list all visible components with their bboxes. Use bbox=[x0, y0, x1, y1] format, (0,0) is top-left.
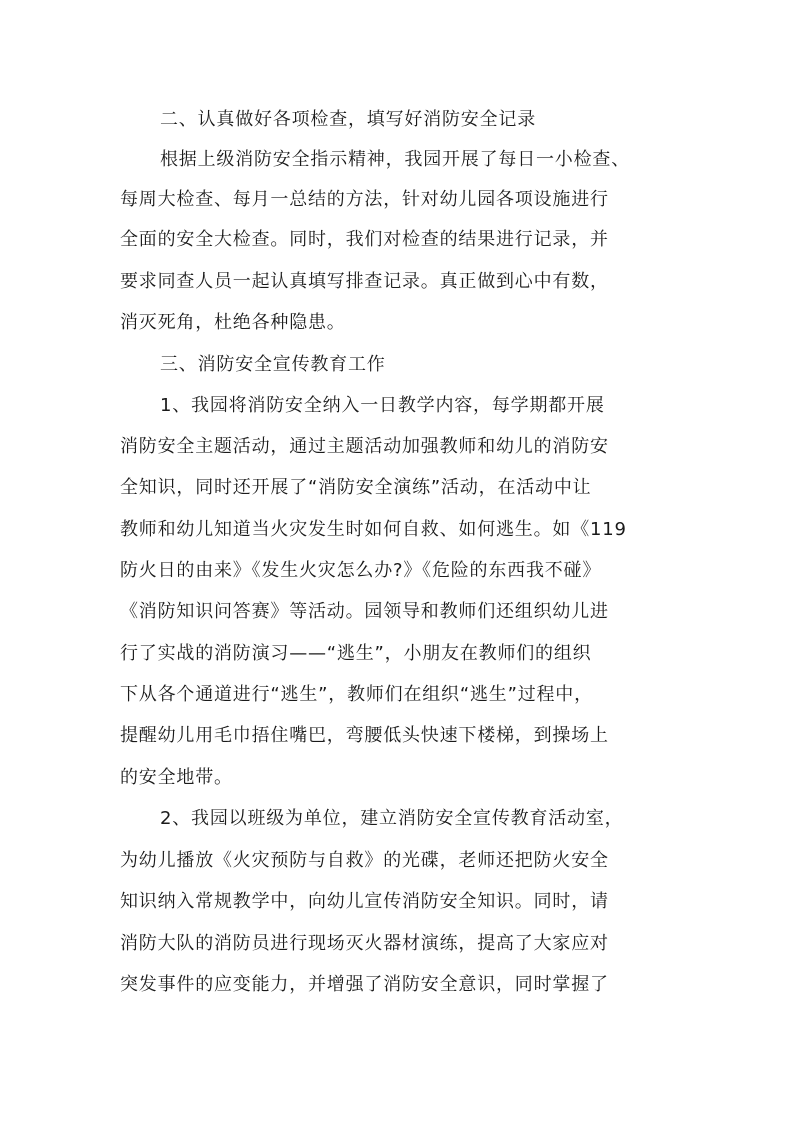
paragraph-line: 下从各个通道进行“逃生”，教师们在组织“逃生”过程中， bbox=[120, 684, 593, 705]
paragraph-line: 根据上级消防安全指示精神，我园开展了每日一小检查、 bbox=[160, 149, 630, 170]
paragraph-line: 提醒幼儿用毛巾捂住嘴巴，弯腰低头快速下楼梯，到操场上 bbox=[120, 725, 609, 746]
paragraph-line: 的安全地带。 bbox=[120, 767, 233, 788]
section-heading-2: 二、认真做好各项检查，填写好消防安全记录 bbox=[160, 109, 536, 130]
paragraph-line: 《消防知识问答赛》等活动。园领导和教师们还组织幼儿进 bbox=[120, 601, 609, 622]
paragraph-line: 知识纳入常规教学中，向幼儿宣传消防安全知识。同时，请 bbox=[120, 891, 609, 912]
paragraph-line: 2、我园以班级为单位，建立消防安全宣传教育活动室， bbox=[160, 808, 624, 829]
paragraph-line: 突发事件的应变能力，并增强了消防安全意识，同时掌握了 bbox=[120, 974, 609, 995]
paragraph-line: 每周大检查、每月一总结的方法，针对幼儿园各项设施进行 bbox=[120, 189, 609, 210]
paragraph-line: 要求同查人员一起认真填写排查记录。真正做到心中有数， bbox=[120, 271, 609, 292]
paragraph-line: 行了实战的消防演习——“逃生”，小朋友在教师们的组织 bbox=[120, 643, 592, 664]
paragraph-line: 消灭死角，杜绝各种隐患。 bbox=[120, 312, 346, 333]
paragraph-line: 消防大队的消防员进行现场灭火器材演练，提高了大家应对 bbox=[120, 933, 609, 954]
paragraph-line: 教师和幼儿知道当火灾发生时如何自救、如何逃生。如《119 bbox=[120, 519, 627, 540]
paragraph-line: 防火日的由来》《发生火灾怎么办?》《危险的东西我不碰》 bbox=[120, 560, 602, 581]
paragraph-line: 全知识，同时还开展了“消防安全演练”活动，在活动中让 bbox=[120, 477, 592, 498]
paragraph-line: 1、我园将消防安全纳入一日教学内容，每学期都开展 bbox=[160, 395, 605, 416]
paragraph-line: 全面的安全大检查。同时，我们对检查的结果进行记录，并 bbox=[120, 229, 609, 250]
section-heading-3: 三、消防安全宣传教育工作 bbox=[160, 354, 386, 375]
paragraph-line: 为幼儿播放《火灾预防与自救》的光碟，老师还把防火安全 bbox=[120, 850, 609, 871]
paragraph-line: 消防安全主题活动，通过主题活动加强教师和幼儿的消防安 bbox=[120, 436, 609, 457]
